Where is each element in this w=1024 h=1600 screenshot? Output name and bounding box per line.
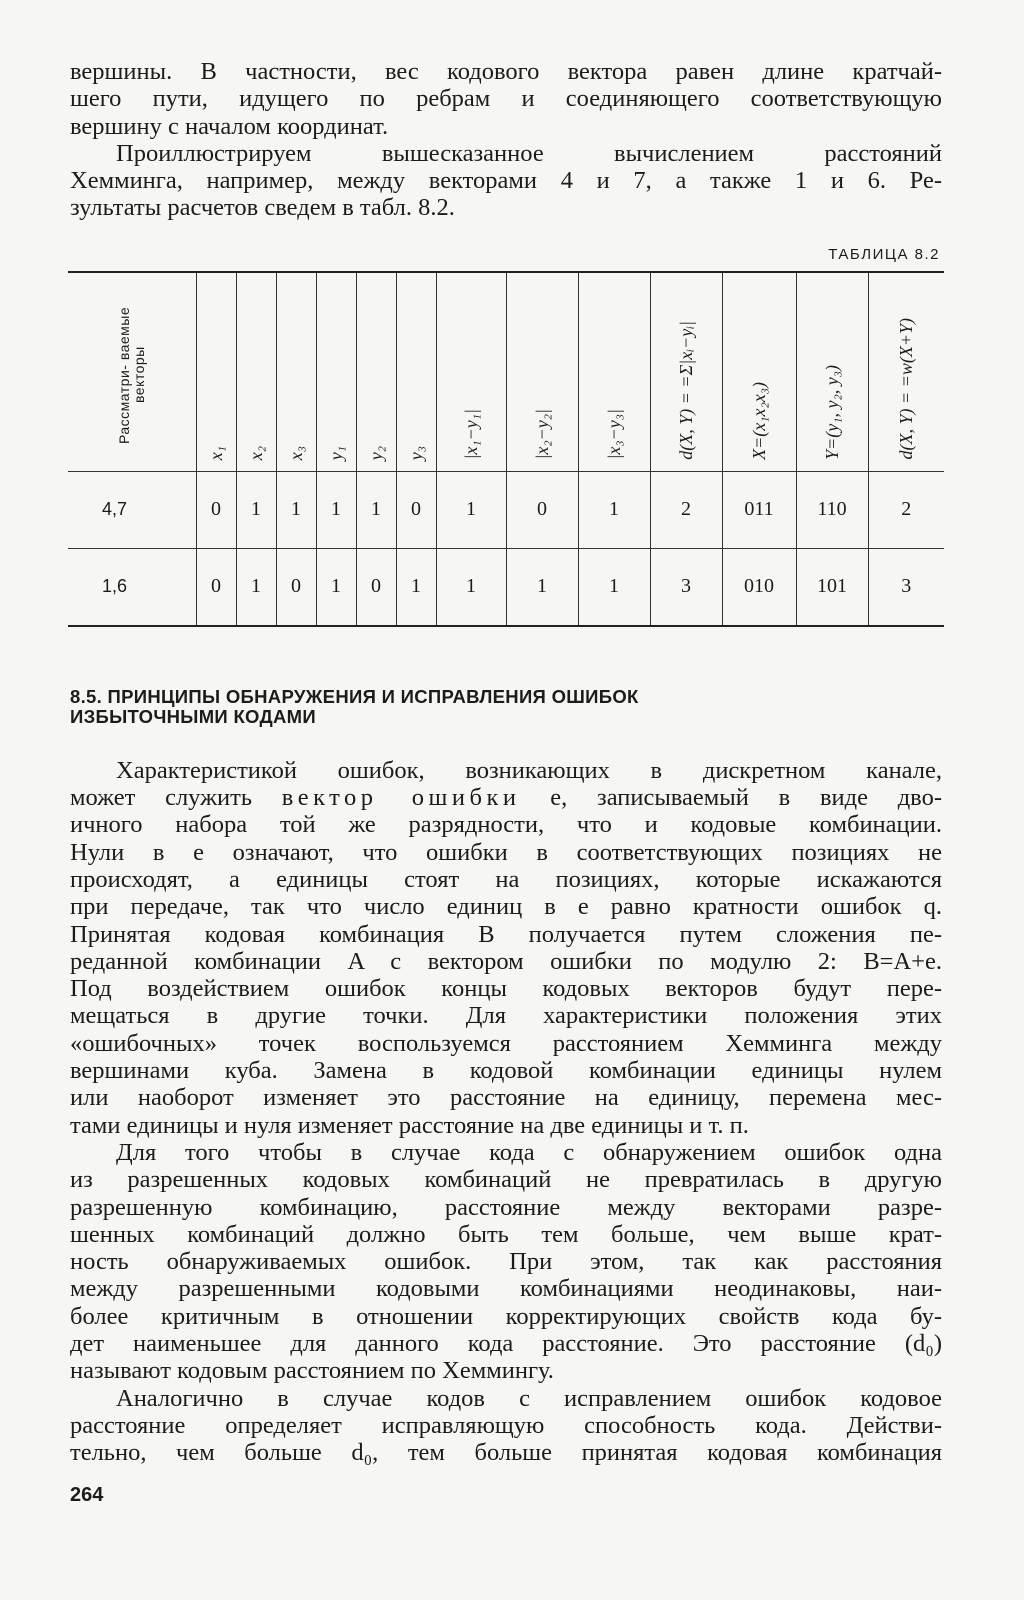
header-x2: x₂ [236, 272, 276, 472]
header-y2: y₂ [356, 272, 396, 472]
paragraph-detection [70, 1139, 942, 1385]
section-heading [70, 687, 942, 727]
text-line: более критичным в отношении корректирующих свойств кода бу- [70, 1302, 942, 1330]
paragraph-intro-2 [70, 140, 942, 222]
text-line: разрешенную комбинацию, расстояние между векторами разре- [70, 1193, 942, 1221]
table-cell: 1 [356, 471, 396, 548]
text-line: дет наименьшее для данного кода расстояние. Это расстояние (d₀) [70, 1330, 942, 1358]
header-diff2: |x₂−y₂| [506, 272, 578, 472]
table-cell: 1 [316, 471, 356, 548]
text-line: ность обнаруживаемых ошибок. При этом, так как расстояния [70, 1248, 942, 1276]
text-line: Под воздействием ошибок концы кодовых векторов будут пере- [70, 975, 942, 1003]
text-line: тельно, чем больше d₀, тем больше принятая кодовая комбинация [70, 1439, 942, 1467]
text-line: ичного набора той же разрядности, что и кодовые комбинации. [70, 811, 942, 839]
table-cell: 1 [236, 548, 276, 626]
header-distance-sum: d(X, Y) = =Σ|xᵢ−yᵢ| [650, 272, 722, 472]
text-line: Характеристикой ошибок, возникающих в дискретном канале, [116, 756, 942, 784]
header-y1: y₁ [316, 272, 356, 472]
text-line: Принятая кодовая комбинация B получается путем сложения пе- [70, 920, 942, 948]
text-line: при передаче, так что число единиц в e равно кратности ошибок q. [70, 893, 942, 921]
table-cell: 101 [796, 548, 868, 626]
paragraph-error-vector [70, 757, 942, 1139]
text-fragment: может служить [70, 784, 282, 812]
section-heading-line: 8.5. ПРИНЦИПЫ ОБНАРУЖЕНИЯ И ИСПРАВЛЕНИЯ ОШИБОК [70, 685, 639, 707]
text-line [70, 784, 942, 811]
table-cell: 1 [506, 548, 578, 626]
hamming-table [68, 271, 944, 627]
table-cell: 0 [276, 548, 316, 626]
text-line: вершину с началом координат. [70, 112, 389, 140]
header-diff1: |x₁−y₁| [436, 272, 506, 472]
table-row [68, 548, 944, 626]
table-cell: 1 [578, 471, 650, 548]
text-line: шенных комбинаций должно быть тем больше, чем выше крат- [70, 1220, 942, 1248]
text-line: называют кодовым расстоянием по Хеммингу. [70, 1357, 554, 1385]
text-line: мещаться в другие точки. Для характеристики положения этих [70, 1002, 942, 1030]
table-cell: 1 [316, 548, 356, 626]
text-line: вершины. В частности, вес кодового вектора равен длине кратчай- [70, 58, 942, 85]
table-row [68, 471, 944, 548]
text-line: Аналогично в случае кодов с исправлением ошибок кодовое [116, 1384, 942, 1412]
table-cell: 2 [650, 471, 722, 548]
text-line: Хемминга, например, между векторами 4 и 7, а также 1 и 6. Ре- [70, 167, 942, 195]
table-cell: 1,6 [68, 548, 196, 626]
table-cell: 0 [356, 548, 396, 626]
table-cell: 4,7 [68, 471, 196, 548]
text-fragment: e, записываемый в виде дво- [520, 784, 942, 812]
header-x3: x₃ [276, 272, 316, 472]
paragraph-intro-1 [70, 58, 942, 140]
text-line: или наоборот изменяет это расстояние на единицу, перемена мес- [70, 1084, 942, 1112]
text-line: Проиллюстрируем вышесказанное вычислением расстояний [116, 139, 942, 167]
header-x1: x₁ [196, 272, 236, 472]
text-line: Для того чтобы в случае кода с обнаружением ошибок одна [116, 1138, 942, 1166]
paragraph-correction [70, 1385, 942, 1467]
header-vector-x: X=(x₁x₂x₃) [722, 272, 796, 472]
text-line: зультаты расчетов сведем в табл. 8.2. [70, 194, 455, 222]
header-y3: y₃ [396, 272, 436, 472]
text-line: из разрешенных кодовых комбинаций не превратилась в другую [70, 1166, 942, 1194]
table-cell: 3 [650, 548, 722, 626]
text-line: реданной комбинации A с вектором ошибки по модулю 2: B=A+e. [70, 947, 942, 975]
table-cell: 1 [396, 548, 436, 626]
table-cell: 3 [868, 548, 944, 626]
emphasized-term: вектор ошибки [281, 784, 521, 812]
table-cell: 011 [722, 471, 796, 548]
table-caption: ТАБЛИЦА 8.2 [828, 245, 940, 263]
table-cell: 1 [276, 471, 316, 548]
header-diff3: |x₃−y₃| [578, 272, 650, 472]
text-line: вершинами куба. Замена в кодовой комбинации единицы нулем [70, 1057, 942, 1085]
text-line: происходят, а единицы стоят на позициях, которые искажаются [70, 865, 942, 893]
table-header-row [68, 272, 944, 472]
table-cell: 0 [506, 471, 578, 548]
table-cell: 1 [236, 471, 276, 548]
header-vector-y: Y=(y₁, y₂, y₃) [796, 272, 868, 472]
text-line: «ошибочных» точек воспользуемся расстоянием Хемминга между [70, 1029, 942, 1057]
text-line: расстояние определяет исправляющую способность кода. Действи- [70, 1411, 942, 1439]
section-heading-line: ИЗБЫТОЧНЫМИ КОДАМИ [70, 705, 316, 727]
table-cell: 1 [436, 471, 506, 548]
text-line: между разрешенными кодовыми комбинациями неодинаковы, наи- [70, 1275, 942, 1303]
header-distance-weight: d(X, Y) = =w(X+Y) [868, 272, 944, 472]
table-cell: 010 [722, 548, 796, 626]
page [70, 58, 942, 1467]
table-cell: 0 [196, 548, 236, 626]
text-line: тами единицы и нуля изменяет расстояние на две единицы и т. п. [70, 1111, 749, 1139]
text-line: Нули в e означают, что ошибки в соответствующих позициях не [70, 838, 942, 866]
table-cell: 0 [196, 471, 236, 548]
table-cell: 110 [796, 471, 868, 548]
table-cell: 2 [868, 471, 944, 548]
page-number: 264 [70, 1484, 104, 1506]
table-cell: 0 [396, 471, 436, 548]
header-vectors: Рассматри- ваемые векторы [68, 272, 196, 472]
table-cell: 1 [578, 548, 650, 626]
text-line: шего пути, идущего по ребрам и соединяющего соответствующую [70, 85, 942, 113]
table-cell: 1 [436, 548, 506, 626]
